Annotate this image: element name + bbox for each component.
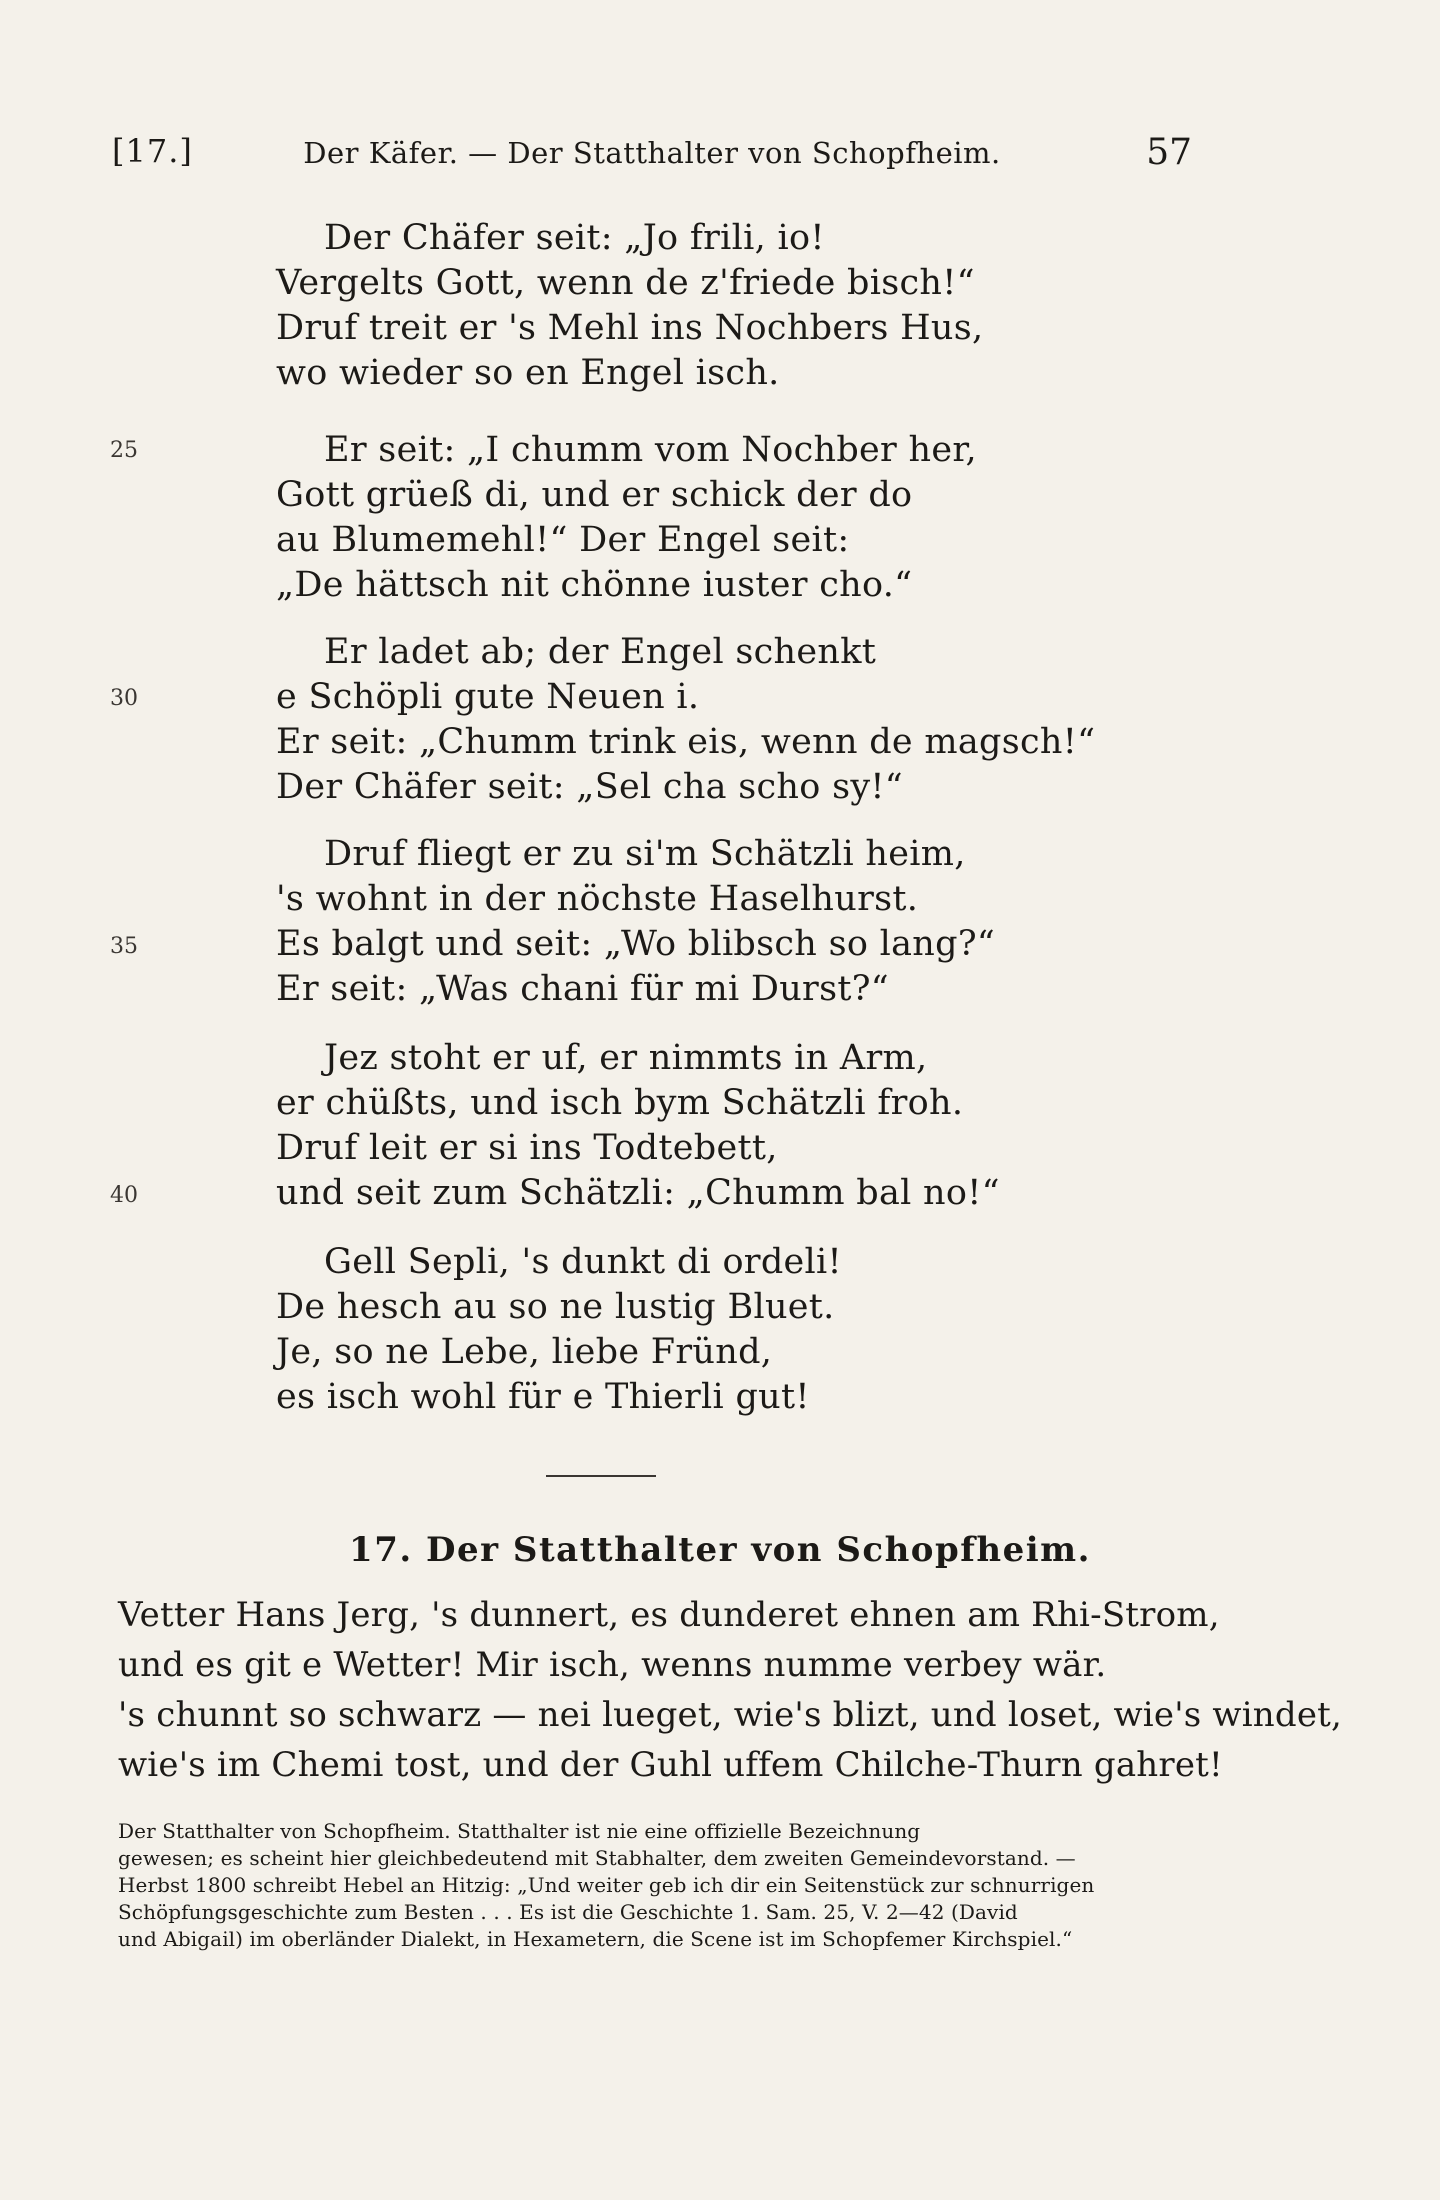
- verse-line: „De hättsch nit chönne iuster cho.“: [276, 565, 913, 605]
- stanza: [276, 428, 1096, 608]
- verse-line: Er seit: „Was chani für mi Durst?“: [276, 969, 889, 1009]
- verse-line: Druf treit er 's Mehl ins Nochbers Hus,: [276, 308, 984, 348]
- section-title: 17. Der Statthalter von Schopfheim.: [349, 1530, 1091, 1570]
- verse-line: Der Chäfer seit: „Jo frili, io!: [324, 218, 825, 258]
- running-title: Der Käfer. — Der Statthalter von Schopfheim.: [303, 136, 1001, 170]
- footnote-line: und Abigail) im oberländer Dialekt, in Hexametern, die Scene ist im Schopfemer Kirchspiel.“: [118, 1927, 1073, 1951]
- footnote: [118, 1818, 1198, 1953]
- text-line: wie's im Chemi tost, und der Guhl uffem Chilche-Thurn gahret!: [118, 1745, 1223, 1785]
- verse-line: Der Chäfer seit: „Sel cha scho sy!“: [276, 767, 903, 807]
- verse-line: Vergelts Gott, wenn de z'friede bisch!“: [276, 263, 975, 303]
- verse-line: Je, so ne Lebe, liebe Fründ,: [276, 1332, 773, 1372]
- footnote-line: Herbst 1800 schreibt Hebel an Hitzig: „Und weiter geb ich dir ein Seitenstück zur schnurrigen: [118, 1873, 1095, 1897]
- page-number: 57: [1146, 132, 1192, 173]
- stanza: [276, 630, 1096, 810]
- verse-line: Gell Sepli, 's dunkt di ordeli!: [324, 1242, 842, 1282]
- running-header: [112, 132, 1192, 182]
- stanza: [276, 832, 1096, 1012]
- section-text: [118, 1590, 1343, 1790]
- stanza: [276, 1240, 1096, 1420]
- line-number: 35: [110, 934, 138, 959]
- verse-line: au Blumemehl!“ Der Engel seit:: [276, 520, 850, 560]
- verse-line: Er seit: „Chumm trink eis, wenn de magsch!“: [276, 722, 1096, 762]
- verse-line: Druf fliegt er zu si'm Schätzli heim,: [324, 834, 966, 874]
- text-line: Vetter Hans Jerg, 's dunnert, es dunderet ehnen am Rhi-Strom,: [118, 1595, 1220, 1635]
- verse-line: De hesch au so ne lustig Bluet.: [276, 1287, 835, 1327]
- verse-line: wo wieder so en Engel isch.: [276, 353, 780, 393]
- footnote-line: Schöpfungsgeschichte zum Besten . . . Es ist die Geschichte 1. Sam. 25, V. 2—42 (David: [118, 1900, 1018, 1924]
- line-number: 30: [110, 686, 138, 711]
- section-reference: [17.]: [112, 132, 193, 170]
- verse-line: Druf leit er si ins Todtebett,: [276, 1128, 778, 1168]
- section-divider: [546, 1475, 656, 1477]
- verse-line: 's wohnt in der nöchste Haselhurst.: [276, 879, 919, 919]
- line-number: 40: [110, 1183, 138, 1208]
- line-number: 25: [110, 438, 138, 463]
- verse-line: Es balgt und seit: „Wo blibsch so lang?“: [276, 924, 996, 964]
- text-line: 's chunnt so schwarz — nei lueget, wie's blizt, und loset, wie's windet,: [118, 1695, 1343, 1735]
- text-line: und es git e Wetter! Mir isch, wenns numme verbey wär.: [118, 1645, 1107, 1685]
- verse-line: er chüßts, und isch bym Schätzli froh.: [276, 1083, 964, 1123]
- verse-line: Er seit: „I chumm vom Nochber her,: [324, 430, 977, 470]
- footnote-line: gewesen; es scheint hier gleichbedeutend mit Stabhalter, dem zweiten Gemeindevorstand. —: [118, 1846, 1076, 1870]
- verse-line: und seit zum Schätzli: „Chumm bal no!“: [276, 1173, 1000, 1213]
- footnote-line: Der Statthalter von Schopfheim. Statthalter ist nie eine offizielle Bezeichnung: [118, 1819, 921, 1843]
- verse-line: Jez stoht er uf, er nimmts in Arm,: [324, 1038, 928, 1078]
- stanza: [276, 1036, 1096, 1216]
- verse-line: Gott grüeß di, und er schick der do: [276, 475, 913, 515]
- stanza: [276, 216, 1096, 396]
- verse-line: es isch wohl für e Thierli gut!: [276, 1377, 810, 1417]
- verse-line: e Schöpli gute Neuen i.: [276, 677, 700, 717]
- verse-line: Er ladet ab; der Engel schenkt: [324, 632, 877, 672]
